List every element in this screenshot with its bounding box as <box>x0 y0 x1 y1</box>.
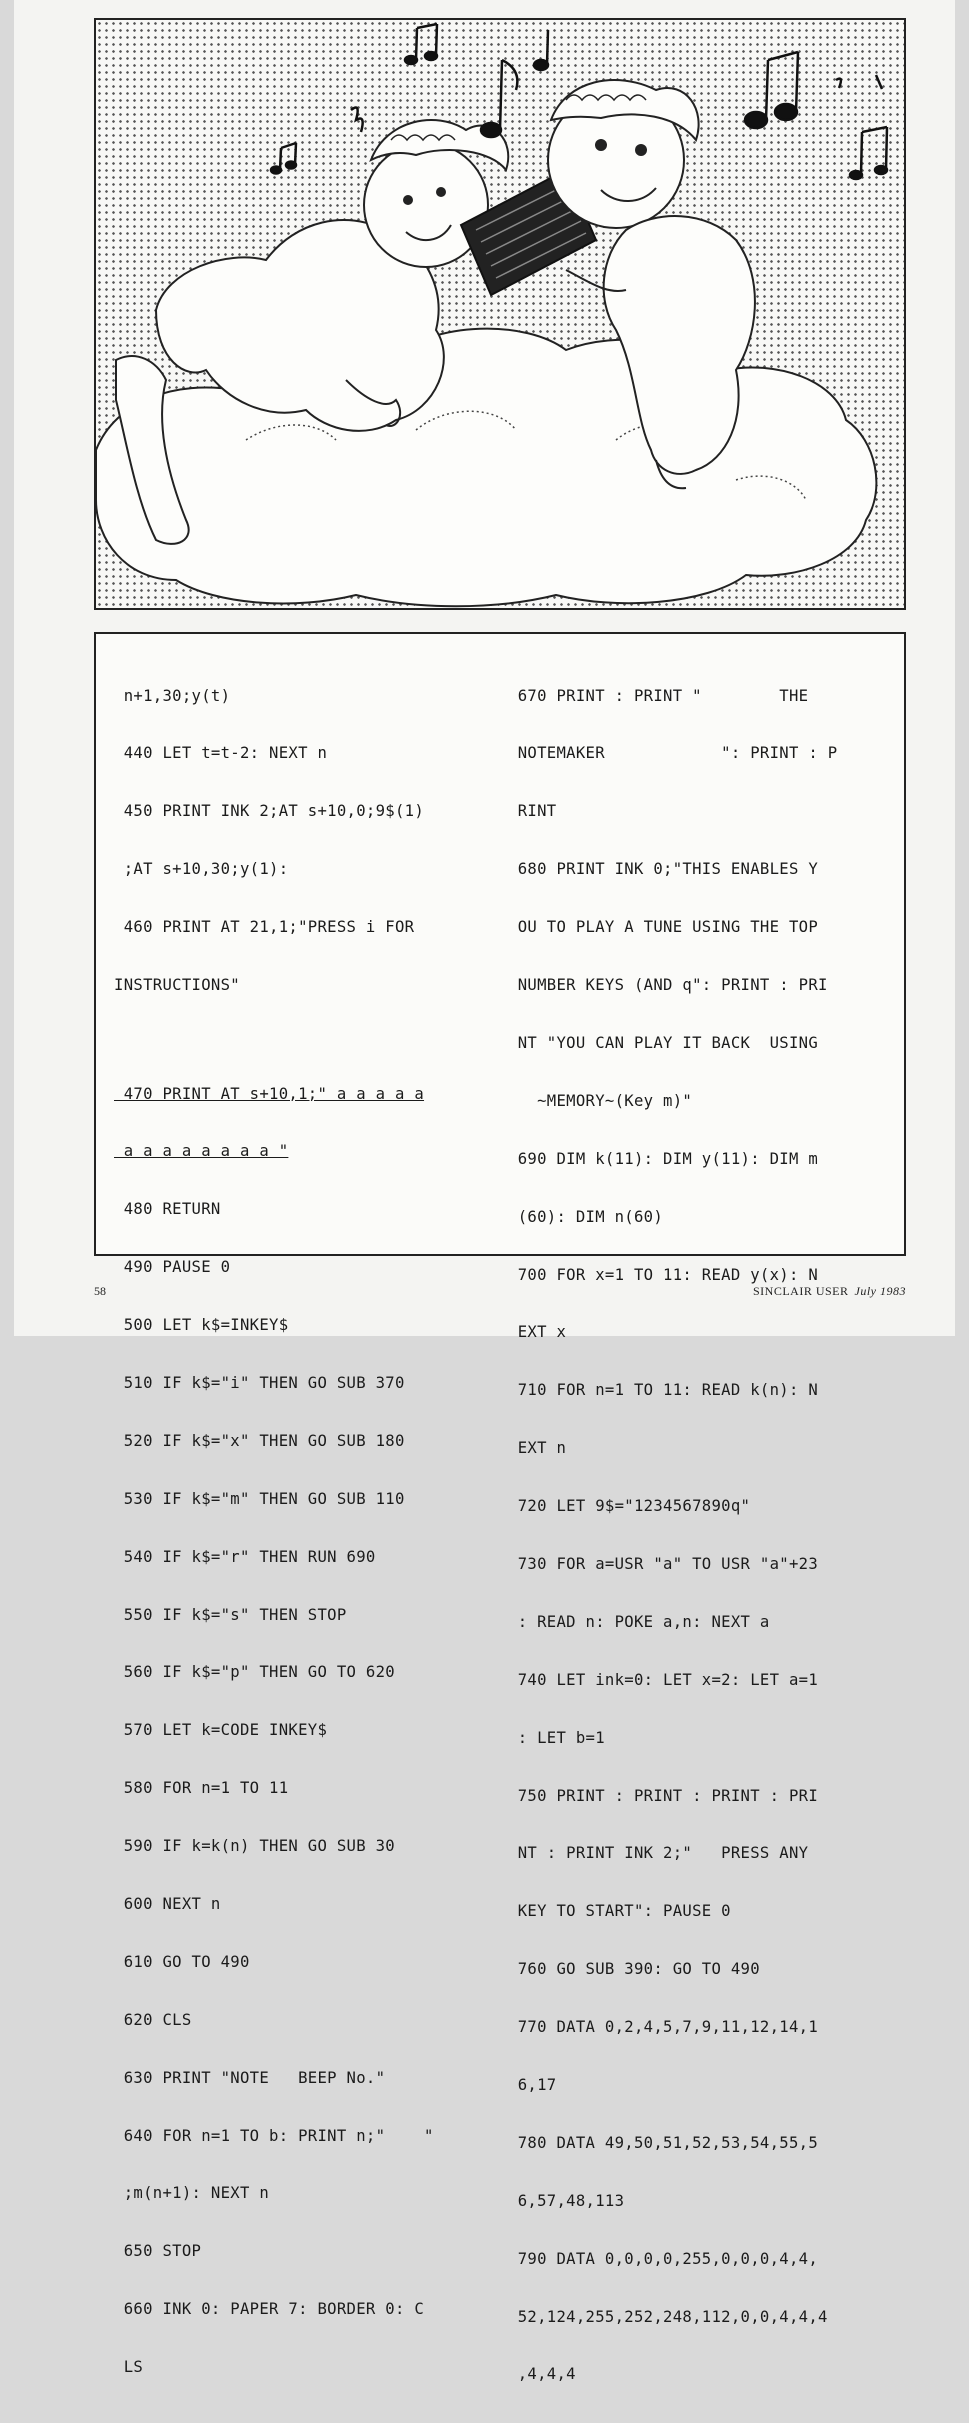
magazine-name: SINCLAIR USER <box>752 1284 849 1298</box>
code-line: 530 IF k$="m" THEN GO SUB 110 <box>114 1489 405 1508</box>
code-line: NUMBER KEYS (AND q": PRINT : PRI <box>508 976 828 995</box>
code-line: 780 DATA 49,50,51,52,53,54,55,5 <box>508 2133 819 2152</box>
listing-right-column <box>508 648 898 2423</box>
issue-date: July 1983 <box>854 1284 906 1298</box>
code-line: 6,17 <box>508 2075 557 2094</box>
code-line: 720 LET 9$="1234567890q" <box>508 1497 751 1516</box>
code-line: EXT x <box>508 1323 567 1342</box>
code-line: 700 FOR x=1 TO 11: READ y(x): N <box>508 1265 819 1284</box>
code-line: OU TO PLAY A TUNE USING THE TOP <box>508 918 819 937</box>
code-line: 630 PRINT "NOTE BEEP No." <box>114 2068 386 2087</box>
code-line: INSTRUCTIONS" <box>114 976 240 995</box>
code-spacer <box>114 1034 494 1046</box>
code-line: 52,124,255,252,248,112,0,0,4,4,4 <box>508 2307 828 2326</box>
code-line: ;AT s+10,30;y(1): <box>114 860 289 879</box>
cherubs-illustration <box>94 18 906 610</box>
code-line: 600 NEXT n <box>114 1895 221 1913</box>
code-line: 660 INK 0: PAPER 7: BORDER 0: C <box>114 2300 425 2319</box>
code-line: 560 IF k$="p" THEN GO TO 620 <box>114 1663 395 1682</box>
code-line: 470 PRINT AT s+10,1;" a a a a a <box>114 1084 425 1103</box>
code-line: 590 IF k=k(n) THEN GO SUB 30 <box>114 1837 395 1856</box>
code-line: n+1,30;y(t) <box>114 686 231 705</box>
running-footer <box>753 1284 906 1299</box>
code-line: 500 LET k$=INKEY$ <box>114 1316 289 1335</box>
code-line: 760 GO SUB 390: GO TO 490 <box>508 1960 760 1979</box>
code-line: : READ n: POKE a,n: NEXT a <box>508 1612 770 1631</box>
code-line: ,4,4,4 <box>508 2365 576 2384</box>
code-line: 730 FOR a=USR "a" TO USR "a"+23 <box>508 1554 819 1573</box>
code-line: 790 DATA 0,0,0,0,255,0,0,0,4,4, <box>508 2249 819 2268</box>
code-line: 710 FOR n=1 TO 11: READ k(n): N <box>508 1381 819 1400</box>
code-line: 640 FOR n=1 TO b: PRINT n;" " <box>114 2126 434 2145</box>
code-line: EXT n <box>508 1439 567 1458</box>
code-line: 510 IF k$="i" THEN GO SUB 370 <box>114 1373 405 1392</box>
code-line: LS <box>114 2358 144 2377</box>
code-line: 480 RETURN <box>114 1200 221 1219</box>
code-line: 550 IF k$="s" THEN STOP <box>114 1605 347 1624</box>
code-line: 650 STOP <box>114 2242 202 2261</box>
code-line: NT "YOU CAN PLAY IT BACK USING <box>508 1033 819 1052</box>
code-line: 460 PRINT AT 21,1;"PRESS i FOR <box>114 918 415 937</box>
code-line: KEY TO START": PAUSE 0 <box>508 1902 731 1921</box>
code-line: 750 PRINT : PRINT : PRINT : PRI <box>508 1786 819 1805</box>
page-footer <box>94 1284 906 1304</box>
code-line: 740 LET ink=0: LET x=2: LET a=1 <box>508 1670 819 1689</box>
code-line: RINT <box>508 802 557 821</box>
magazine-page <box>14 0 955 2384</box>
code-line: ~MEMORY~(Key m)" <box>508 1091 693 1110</box>
code-line: a a a a a a a a " <box>114 1142 289 1161</box>
cherubs-drawing <box>96 20 904 608</box>
code-line: : LET b=1 <box>508 1728 605 1747</box>
code-line: 690 DIM k(11): DIM y(11): DIM m <box>508 1149 819 1168</box>
code-line: ;m(n+1): NEXT n <box>114 2184 270 2203</box>
code-line: 450 PRINT INK 2;AT s+10,0;9$(1) <box>114 802 425 821</box>
code-line: 770 DATA 0,2,4,5,7,9,11,12,14,1 <box>508 2018 819 2037</box>
code-line: 490 PAUSE 0 <box>114 1258 231 1277</box>
code-line: 610 GO TO 490 <box>114 1952 250 1971</box>
code-line: 580 FOR n=1 TO 11 <box>114 1779 289 1798</box>
code-line: 520 IF k$="x" THEN GO SUB 180 <box>114 1431 405 1450</box>
code-line: 540 IF k$="r" THEN RUN 690 <box>114 1547 376 1566</box>
code-line: 6,57,48,113 <box>508 2191 625 2210</box>
code-line: NT : PRINT INK 2;" PRESS ANY <box>508 1844 809 1863</box>
code-line: 620 CLS <box>114 2010 192 2029</box>
code-line: 670 PRINT : PRINT " THE <box>508 686 809 705</box>
listing-left-column <box>114 648 494 2416</box>
code-line: 570 LET k=CODE INKEY$ <box>114 1721 328 1740</box>
code-line: (60): DIM n(60) <box>508 1207 664 1226</box>
code-line: 440 LET t=t-2: NEXT n <box>114 744 328 763</box>
page-number: 58 <box>94 1284 106 1298</box>
code-line: NOTEMAKER ": PRINT : P <box>508 744 838 763</box>
code-line: 680 PRINT INK 0;"THIS ENABLES Y <box>508 860 819 879</box>
